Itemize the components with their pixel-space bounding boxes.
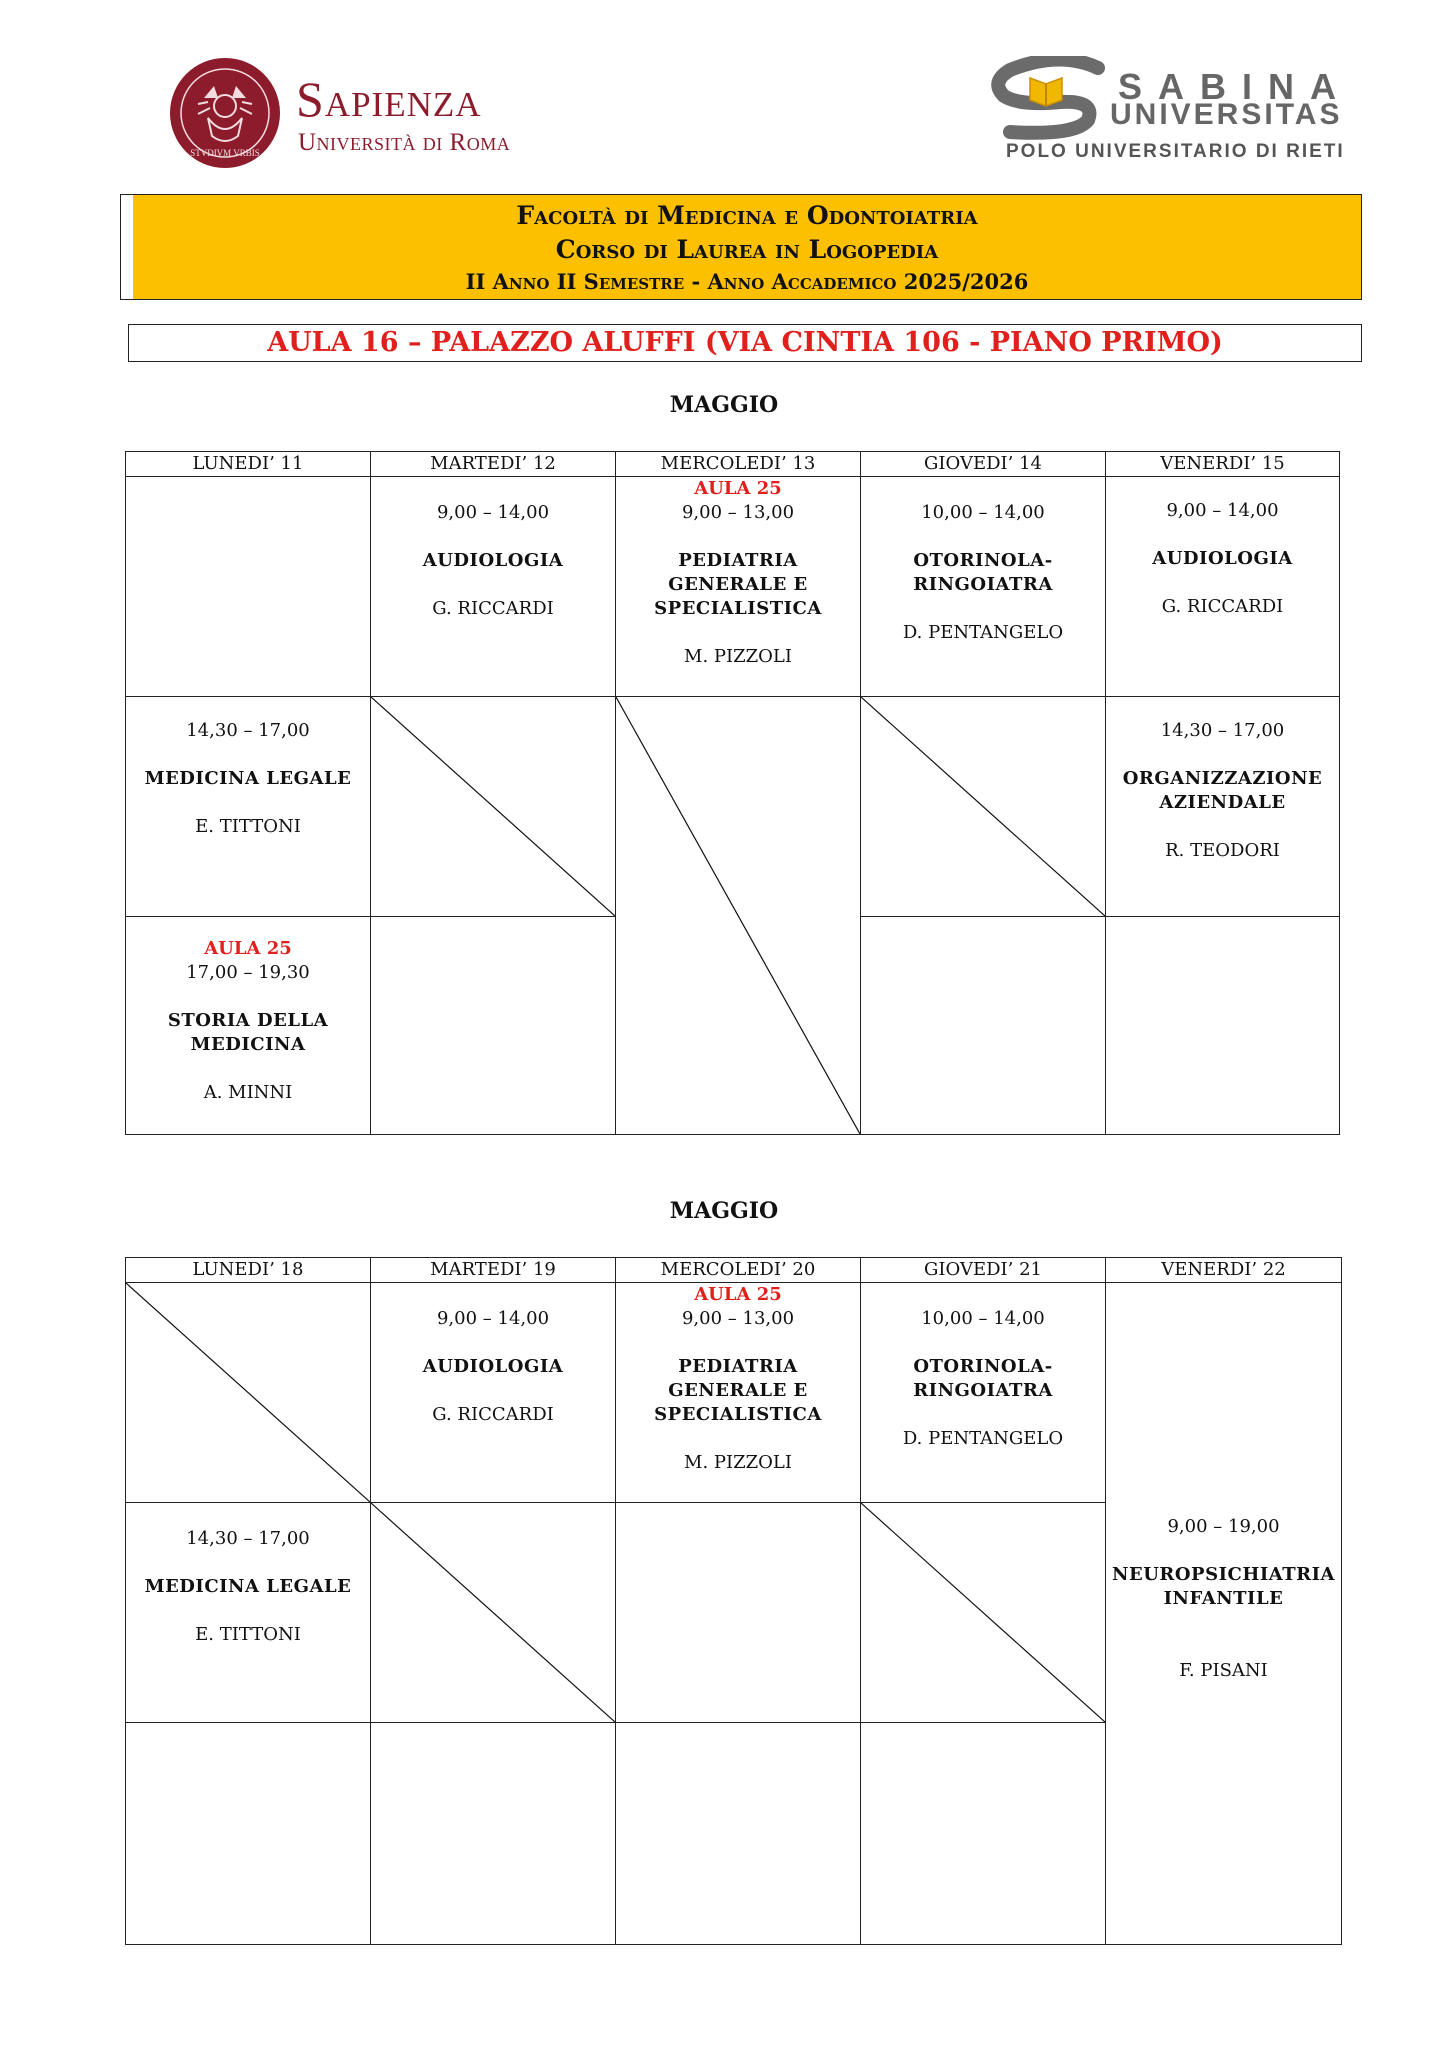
schedule-table-week-2 — [125, 1257, 1342, 1945]
lesson-subject: INFANTILE — [1163, 1588, 1284, 1609]
day-header: LUNEDI’ 11 — [126, 452, 371, 477]
lesson-subject: AUDIOLOGIA — [1152, 548, 1293, 569]
lesson-time: 9,00 – 14,00 — [436, 502, 550, 523]
slot-lesson — [126, 917, 371, 1135]
lesson-subject: RINGOIATRA — [913, 1380, 1053, 1401]
lesson-time: 9,00 – 19,00 — [1167, 1516, 1280, 1537]
lesson-time: 9,00 – 13,00 — [681, 502, 795, 523]
sapienza-logo — [168, 56, 548, 172]
slot-empty — [616, 1503, 861, 1723]
slot-lesson — [616, 1283, 861, 1503]
lesson-subject: NEUROPSICHIATRIA — [1112, 1564, 1335, 1585]
lesson-subject: MEDICINA LEGALE — [144, 768, 352, 789]
slot-empty — [861, 1723, 1106, 1945]
lesson-subject: STORIA DELLA — [167, 1010, 329, 1031]
slot-lesson — [371, 477, 616, 697]
lesson-teacher: D. PENTANGELO — [902, 622, 1064, 643]
day-header: LUNEDI’ 18 — [126, 1258, 371, 1283]
slot-crossed-out — [861, 1503, 1106, 1723]
lesson-teacher: G. RICCARDI — [432, 1404, 554, 1425]
day-header: GIOVEDI’ 14 — [861, 452, 1106, 477]
slot-empty — [371, 917, 616, 1135]
slot-lesson — [1106, 1283, 1342, 1945]
slot-crossed-out — [616, 697, 861, 1135]
lesson-subject: AZIENDALE — [1159, 792, 1286, 813]
room-note: AULA 25 — [694, 478, 782, 499]
lesson-teacher: E. TITTONI — [195, 1624, 301, 1645]
lesson-teacher: G. RICCARDI — [1161, 596, 1284, 617]
lesson-teacher: E. TITTONI — [195, 816, 301, 837]
lesson-time: 14,30 – 17,00 — [186, 720, 310, 741]
slot-empty — [126, 477, 371, 697]
lesson-time: 9,00 – 13,00 — [681, 1308, 795, 1329]
slot-lesson — [126, 697, 371, 917]
slot-lesson — [1106, 697, 1340, 917]
day-header: MERCOLEDI’ 20 — [616, 1258, 861, 1283]
slot-crossed-out — [371, 1503, 616, 1723]
svg-text:STVDIVM VRBIS: STVDIVM VRBIS — [190, 148, 260, 158]
lesson-subject: ORGANIZZAZIONE — [1122, 768, 1323, 789]
sapienza-seal-icon — [168, 56, 282, 170]
lesson-subject: SPECIALISTICA — [654, 1404, 822, 1425]
diagonal-strike — [371, 1503, 615, 1722]
diagonal-strike — [861, 697, 1105, 916]
banner-text — [133, 199, 1361, 297]
schedule-table-week-1 — [125, 451, 1340, 1135]
lesson-subject: MEDICINA — [190, 1034, 306, 1055]
lesson-subject: MEDICINA LEGALE — [144, 1576, 352, 1597]
month-title: MAGGIO — [669, 392, 779, 418]
diagonal-strike — [861, 1503, 1105, 1722]
slot-empty — [616, 1723, 861, 1945]
diagonal-strike — [126, 1283, 370, 1502]
sabina-logo — [990, 56, 1353, 168]
day-header: VENERDI’ 15 — [1106, 452, 1340, 477]
lesson-teacher: A. MINNI — [203, 1082, 293, 1103]
day-header: MERCOLEDI’ 13 — [616, 452, 861, 477]
day-header: MARTEDI’ 12 — [371, 452, 616, 477]
lesson-subject: PEDIATRIA — [678, 1356, 798, 1377]
lesson-subject: RINGOIATRA — [913, 574, 1053, 595]
lesson-subject: GENERALE E — [668, 574, 808, 595]
lesson-subject: SPECIALISTICA — [654, 598, 822, 619]
lesson-time: 10,00 – 14,00 — [921, 502, 1045, 523]
room-note: AULA 25 — [204, 938, 292, 959]
slot-lesson — [126, 1503, 371, 1723]
sabina-swoosh-book-icon — [990, 56, 1110, 140]
lesson-subject: OTORINOLA- — [913, 550, 1053, 571]
lesson-time: 9,00 – 14,00 — [1166, 500, 1279, 521]
slot-empty — [126, 1723, 371, 1945]
month-title: MAGGIO — [669, 1198, 779, 1224]
sabina-name: SABINA — [1118, 66, 1353, 107]
header-banner — [120, 194, 1362, 300]
faculty-title: Facoltà di Medicina e Odontoiatria — [516, 201, 978, 230]
day-header: GIOVEDI’ 21 — [861, 1258, 1106, 1283]
slot-lesson — [616, 477, 861, 697]
lesson-subject: GENERALE E — [668, 1380, 808, 1401]
lesson-teacher: M. PIZZOLI — [684, 1452, 792, 1473]
lesson-time: 14,30 – 17,00 — [186, 1528, 310, 1549]
day-header: VENERDI’ 22 — [1106, 1258, 1342, 1283]
diagonal-strike — [371, 697, 615, 916]
slot-crossed-out — [126, 1283, 371, 1503]
slot-lesson — [1106, 477, 1340, 697]
lesson-time: 9,00 – 14,00 — [436, 1308, 550, 1329]
room-note: AULA 25 — [694, 1284, 782, 1305]
lesson-time: 10,00 – 14,00 — [921, 1308, 1045, 1329]
slot-empty — [371, 1723, 616, 1945]
slot-lesson — [371, 1283, 616, 1503]
slot-lesson — [861, 477, 1106, 697]
lesson-subject: AUDIOLOGIA — [422, 1356, 564, 1377]
slot-crossed-out — [861, 697, 1106, 917]
slot-crossed-out — [371, 697, 616, 917]
lesson-time: 17,00 – 19,30 — [186, 962, 310, 983]
lesson-teacher: M. PIZZOLI — [684, 646, 792, 667]
slot-lesson — [861, 1283, 1106, 1503]
lesson-subject: OTORINOLA- — [913, 1356, 1053, 1377]
slot-empty — [861, 917, 1106, 1135]
diagonal-strike — [616, 697, 860, 1134]
lesson-time: 14,30 – 17,00 — [1160, 720, 1285, 741]
sabina-universitas: UNIVERSITAS — [1110, 98, 1343, 131]
sabina-polo: POLO UNIVERSITARIO DI RIETI — [1006, 141, 1345, 162]
lesson-subject: AUDIOLOGIA — [422, 550, 564, 571]
semester-title: II Anno II Semestre - Anno Accademico 2025/2026 — [465, 269, 1029, 294]
lesson-subject: PEDIATRIA — [678, 550, 798, 571]
lesson-teacher: G. RICCARDI — [432, 598, 554, 619]
lesson-teacher: D. PENTANGELO — [902, 1428, 1064, 1449]
sapienza-subtitle: Università di Roma — [298, 129, 511, 156]
slot-empty — [1106, 917, 1340, 1135]
course-title: Corso di Laurea in Logopedia — [555, 235, 939, 264]
lesson-teacher: R. TEODORI — [1165, 840, 1280, 861]
sapienza-name: Sapienza — [296, 71, 482, 127]
room-title: AULA 16 – PALAZZO ALUFFI (VIA CINTIA 106 - PIANO PRIMO) — [128, 324, 1362, 362]
day-header: MARTEDI’ 19 — [371, 1258, 616, 1283]
lesson-teacher: F. PISANI — [1179, 1660, 1268, 1681]
